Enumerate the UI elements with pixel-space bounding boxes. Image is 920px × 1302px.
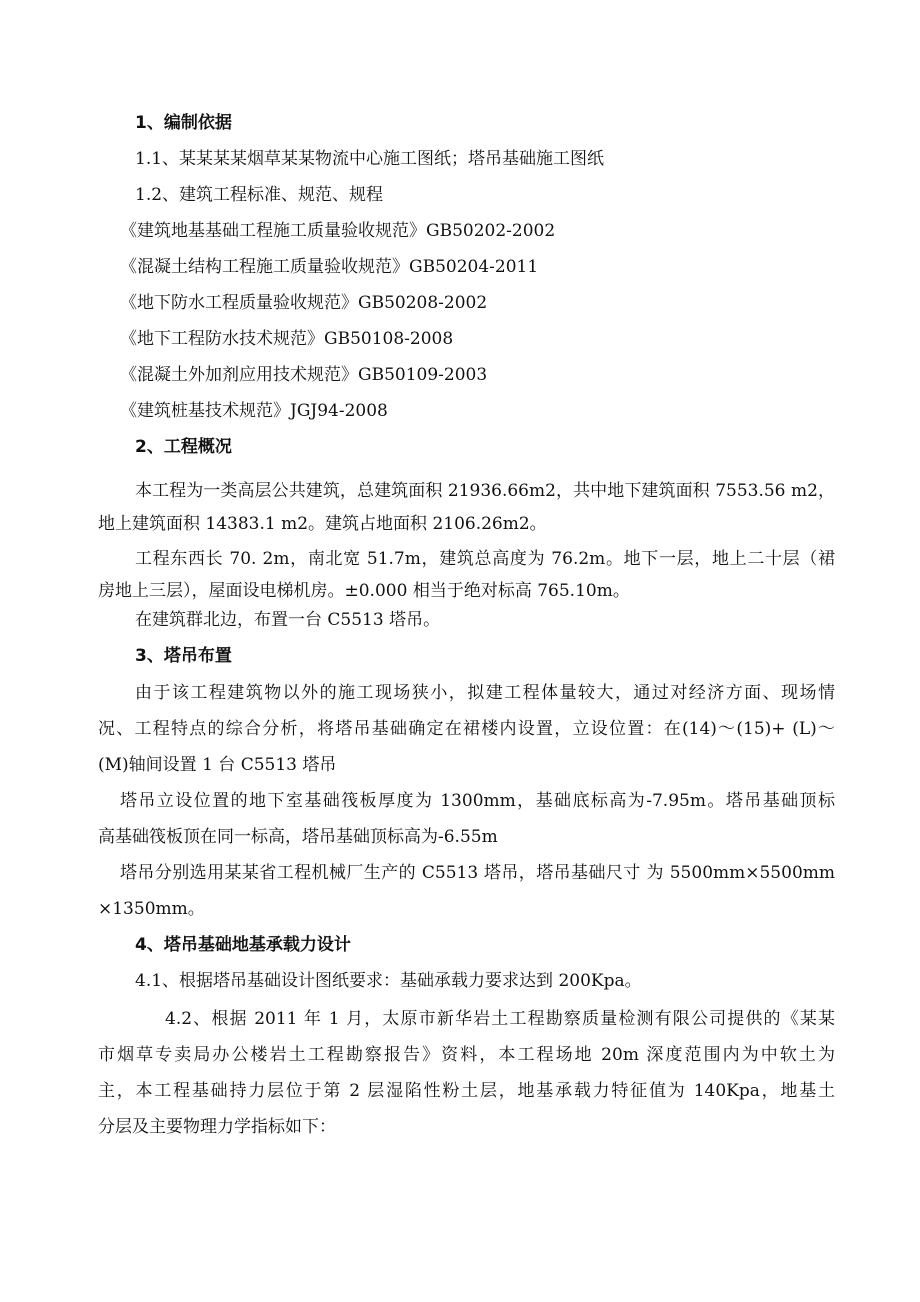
item-4-1: 4.1、根据塔吊基础设计图纸要求：基础承载力要求达到 200Kpa。	[135, 971, 642, 991]
layout-line: ×1350mm。	[98, 899, 205, 919]
layout-line: 高基础筏板顶在同一标高，塔吊基础顶标高为-6.55m	[98, 827, 498, 847]
section-3-heading: 3、塔吊布置	[135, 646, 232, 666]
item-4-2-line: 分层及主要物理力学指标如下：	[98, 1117, 336, 1137]
overview-line: 在建筑群北边，布置一台 C5513 塔吊。	[135, 610, 441, 630]
standard-ref: 《建筑地基基础工程施工质量验收规范》GB50202-2002	[120, 221, 556, 241]
layout-line: 况、工程特点的综合分析，将塔吊基础确定在裙楼内设置，立设位置：在(14)～(15)+ (L)～	[98, 719, 835, 739]
standard-ref: 《混凝土结构工程施工质量验收规范》GB50204-2011	[120, 257, 539, 277]
overview-line: 工程东西长 70. 2m，南北宽 51.7m，建筑总高度为 76.2m。地下一层，地上二十层（裙	[135, 549, 835, 569]
standard-ref: 《混凝土外加剂应用技术规范》GB50109-2003	[120, 365, 488, 385]
section-4-heading: 4、塔吊基础地基承载力设计	[135, 935, 351, 955]
item-4-2-line: 主，本工程基础持力层位于第 2 层湿陷性粉土层，地基承载力特征值为 140Kpa，地基土	[98, 1081, 835, 1101]
item-1-2: 1.2、建筑工程标准、规范、规程	[135, 185, 384, 205]
item-4-2-line: 市烟草专卖局办公楼岩土工程勘察报告》资料，本工程场地 20m 深度范围内为中软土为	[98, 1045, 835, 1065]
item-1-1: 1.1、某某某某烟草某某物流中心施工图纸；塔吊基础施工图纸	[135, 149, 605, 169]
standard-ref: 《建筑桩基技术规范》JGJ94-2008	[120, 401, 388, 421]
section-2-heading: 2、工程概况	[135, 437, 232, 457]
overview-line: 房地上三层），屋面设电梯机房。±0.000 相当于绝对标高 765.10m。	[98, 581, 630, 601]
layout-line: (M)轴间设置 1 台 C5513 塔吊	[98, 755, 337, 775]
layout-line: 塔吊立设位置的地下室基础筏板厚度为 1300mm，基础底标高为-7.95m。塔吊基础顶标	[120, 791, 835, 811]
standard-ref: 《地下工程防水技术规范》GB50108-2008	[120, 329, 454, 349]
standard-ref: 《地下防水工程质量验收规范》GB50208-2002	[120, 293, 488, 313]
overview-line: 本工程为一类高层公共建筑，总建筑面积 21936.66m2，共中地下建筑面积 7553.56 m2，	[135, 481, 835, 501]
layout-line: 由于该工程建筑物以外的施工现场狭小，拟建工程体量较大，通过对经济方面、现场情	[135, 683, 835, 703]
layout-line: 塔吊分别选用某某省工程机械厂生产的 C5513 塔吊，塔吊基础尺寸 为 5500mm×5500mm	[120, 863, 835, 883]
overview-line: 地上建筑面积 14383.1 m2。建筑占地面积 2106.26m2。	[98, 514, 547, 534]
item-4-2-line: 4.2、根据 2011 年 1 月，太原市新华岩土工程勘察质量检测有限公司提供的《某某	[165, 1009, 835, 1029]
section-1-heading: 1、编制依据	[135, 113, 232, 133]
